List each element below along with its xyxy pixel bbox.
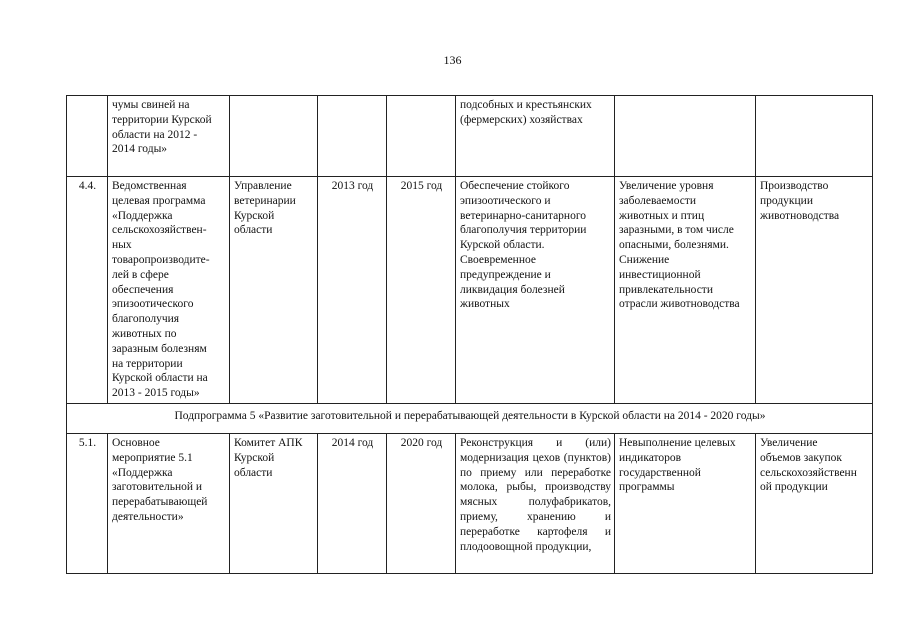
cell-consequences: Увеличение уровня заболеваемости животных и птиц заразными, в том числе опасными, болезнями. Снижение инвестиционной привлекательности отрасли животноводства — [615, 177, 756, 404]
cell-start-year — [318, 96, 387, 177]
cell-relation — [756, 96, 873, 177]
table-row — [67, 177, 873, 404]
page-number: 136 — [443, 53, 462, 67]
subprogram-title: Подпрограмма 5 «Развитие заготовительной и перерабатывающей деятельности в Курской области на 2014 - 2020 годы» — [67, 403, 873, 433]
cell-end-year: 2020 год — [387, 433, 456, 573]
cell-executor: Управление ветеринарии Курской области — [230, 177, 318, 404]
cell-number: 4.4. — [67, 177, 108, 404]
table-row — [67, 96, 873, 177]
cell-end-year — [387, 96, 456, 177]
cell-consequences: Невыполнение целевых индикаторов государственной программы — [615, 433, 756, 573]
cell-start-year: 2013 год — [318, 177, 387, 404]
cell-content: Реконструкция и (или) модернизация цехов (пунктов) по приему или переработке молока, рыбы, производству мясных полуфабрикатов, приему, хранению и переработке картофеля и плодоовощной продукции, — [456, 433, 615, 573]
cell-number: 5.1. — [67, 433, 108, 573]
cell-measure-name: Ведомственная целевая программа «Поддержка сельскохозяйствен- ных товаропроизводите- лей в сфере обеспечения эпизоотического благополучия животных по заразным болезням на территории Курской области на 2013 - 2015 годы» — [108, 177, 230, 404]
cell-content: подсобных и крестьянских (фермерских) хозяйствах — [456, 96, 615, 177]
subprogram-header-row — [67, 403, 873, 433]
cell-relation: Производство продукции животноводства — [756, 177, 873, 404]
cell-number — [67, 96, 108, 177]
cell-start-year: 2014 год — [318, 433, 387, 573]
cell-measure-name: Основное мероприятие 5.1 «Поддержка заготовительной и перерабатывающей деятельности» — [108, 433, 230, 573]
cell-consequences — [615, 96, 756, 177]
program-measures-table — [66, 95, 873, 574]
cell-measure-name: чумы свиней на территории Курской области на 2012 - 2014 годы» — [108, 96, 230, 177]
table-row — [67, 433, 873, 573]
cell-relation: Увеличение объемов закупок сельскохозяйственн ой продукции — [756, 433, 873, 573]
cell-content: Обеспечение стойкого эпизоотического и ветеринарно-санитарного благополучия территории Курской области. Своевременное предупреждение и ликвидация болезней животных — [456, 177, 615, 404]
cell-end-year: 2015 год — [387, 177, 456, 404]
cell-executor: Комитет АПК Курской области — [230, 433, 318, 573]
cell-executor — [230, 96, 318, 177]
